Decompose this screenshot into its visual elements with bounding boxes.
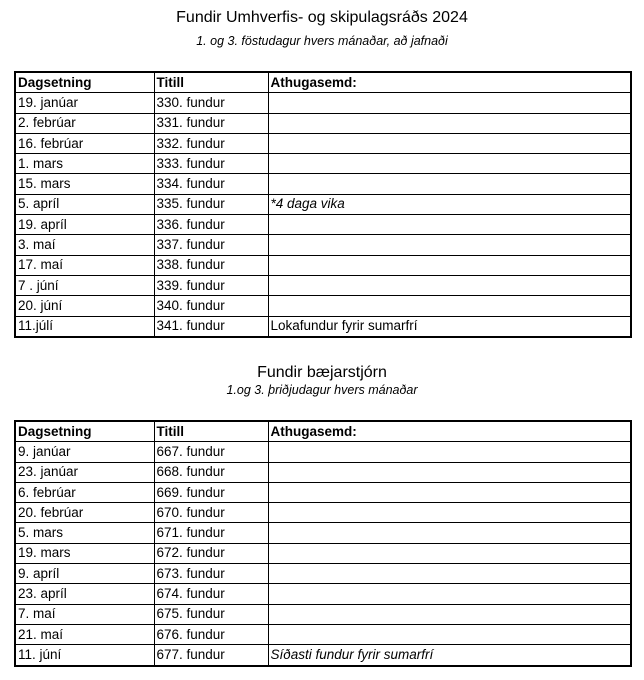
table-row <box>15 584 631 604</box>
date-cell: 23. apríl <box>15 584 154 604</box>
date-cell: 2. febrúar <box>15 113 154 133</box>
table-row <box>15 93 631 113</box>
table-row <box>15 462 631 482</box>
title-cell: 339. fundur <box>154 275 268 295</box>
note-cell <box>268 255 631 275</box>
column-header-title: Titill <box>154 421 268 442</box>
title-cell: 337. fundur <box>154 235 268 255</box>
date-cell: 23. janúar <box>15 462 154 482</box>
note-cell <box>268 523 631 543</box>
note-cell <box>268 584 631 604</box>
column-header-date: Dagsetning <box>15 72 154 93</box>
date-cell: 5. mars <box>15 523 154 543</box>
section2-title: Fundir bæjarstjórn <box>257 364 387 381</box>
date-cell: 19. apríl <box>15 215 154 235</box>
table-row <box>15 194 631 214</box>
note-cell <box>268 482 631 502</box>
title-cell: 338. fundur <box>154 255 268 275</box>
date-cell: 20. febrúar <box>15 503 154 523</box>
note-cell <box>268 442 631 462</box>
table-row <box>15 604 631 624</box>
title-cell: 677. fundur <box>154 645 268 666</box>
date-cell: 5. apríl <box>15 194 154 214</box>
note-cell <box>268 93 631 113</box>
date-cell: 1. mars <box>15 154 154 174</box>
date-cell: 16. febrúar <box>15 133 154 153</box>
table-row <box>15 255 631 275</box>
note-cell <box>268 235 631 255</box>
table-row <box>15 174 631 194</box>
table-row <box>15 523 631 543</box>
note-cell <box>268 174 631 194</box>
table-row <box>15 624 631 644</box>
section1-subtitle: 1. og 3. föstudagur hvers mánaðar, að jafnaði <box>196 34 448 48</box>
table-row <box>15 133 631 153</box>
note-cell <box>268 113 631 133</box>
date-cell: 21. maí <box>15 624 154 644</box>
table-row <box>15 154 631 174</box>
date-cell: 11.júlí <box>15 316 154 337</box>
date-cell: 3. maí <box>15 235 154 255</box>
note-cell <box>268 296 631 316</box>
title-cell: 670. fundur <box>154 503 268 523</box>
note-cell: Lokafundur fyrir sumarfrí <box>268 316 631 337</box>
column-header-date: Dagsetning <box>15 421 154 442</box>
date-cell: 19. janúar <box>15 93 154 113</box>
date-cell: 17. maí <box>15 255 154 275</box>
title-cell: 340. fundur <box>154 296 268 316</box>
table-row <box>15 482 631 502</box>
title-cell: 336. fundur <box>154 215 268 235</box>
title-cell: 669. fundur <box>154 482 268 502</box>
title-cell: 335. fundur <box>154 194 268 214</box>
note-cell: *4 daga vika <box>268 194 631 214</box>
date-cell: 15. mars <box>15 174 154 194</box>
title-cell: 674. fundur <box>154 584 268 604</box>
table-row <box>15 215 631 235</box>
note-cell <box>268 133 631 153</box>
title-cell: 671. fundur <box>154 523 268 543</box>
note-cell <box>268 624 631 644</box>
title-cell: 334. fundur <box>154 174 268 194</box>
title-cell: 676. fundur <box>154 624 268 644</box>
table-row <box>15 503 631 523</box>
date-cell: 11. júní <box>15 645 154 666</box>
title-cell: 341. fundur <box>154 316 268 337</box>
table-row <box>15 235 631 255</box>
note-cell <box>268 564 631 584</box>
column-header-note: Athugasemd: <box>268 72 631 93</box>
column-header-title: Titill <box>154 72 268 93</box>
table-row <box>15 543 631 563</box>
title-cell: 672. fundur <box>154 543 268 563</box>
note-cell: Síðasti fundur fyrir sumarfrí <box>268 645 631 666</box>
title-cell: 667. fundur <box>154 442 268 462</box>
title-cell: 668. fundur <box>154 462 268 482</box>
date-cell: 20. júní <box>15 296 154 316</box>
date-cell: 7 . júní <box>15 275 154 295</box>
note-cell <box>268 154 631 174</box>
date-cell: 19. mars <box>15 543 154 563</box>
title-cell: 333. fundur <box>154 154 268 174</box>
date-cell: 9. janúar <box>15 442 154 462</box>
section1-title: Fundir Umhverfis- og skipulagsráðs 2024 <box>176 9 468 26</box>
section2-subtitle: 1.og 3. þriðjudagur hvers mánaðar <box>226 383 418 397</box>
title-cell: 675. fundur <box>154 604 268 624</box>
note-cell <box>268 503 631 523</box>
date-cell: 7. maí <box>15 604 154 624</box>
date-cell: 9. apríl <box>15 564 154 584</box>
table-row <box>15 275 631 295</box>
title-cell: 330. fundur <box>154 93 268 113</box>
title-cell: 332. fundur <box>154 133 268 153</box>
table-row <box>15 564 631 584</box>
column-header-note: Athugasemd: <box>268 421 631 442</box>
title-cell: 673. fundur <box>154 564 268 584</box>
table-row <box>15 296 631 316</box>
note-cell <box>268 604 631 624</box>
table-row <box>15 645 631 666</box>
table-header-row <box>15 421 631 442</box>
table-row <box>15 113 631 133</box>
section2-table <box>14 420 632 667</box>
table-header-row <box>15 72 631 93</box>
note-cell <box>268 543 631 563</box>
table-row <box>15 442 631 462</box>
title-cell: 331. fundur <box>154 113 268 133</box>
note-cell <box>268 215 631 235</box>
date-cell: 6. febrúar <box>15 482 154 502</box>
section1-table <box>14 71 632 338</box>
table-row <box>15 316 631 337</box>
note-cell <box>268 275 631 295</box>
note-cell <box>268 462 631 482</box>
